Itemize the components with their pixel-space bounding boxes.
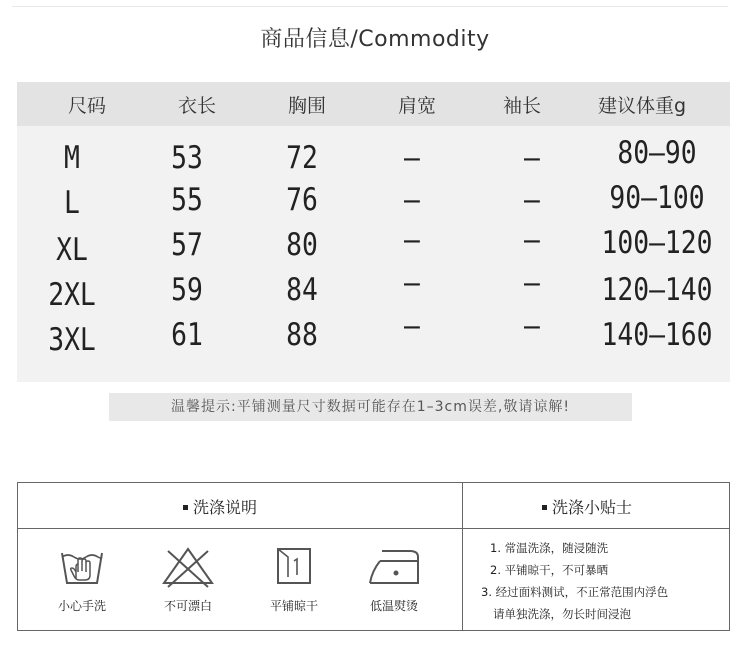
cell-chest-3xl: 88 <box>286 317 318 353</box>
cell-sleeve-m: – <box>524 140 540 176</box>
tip-3: 3. 经过面料测试，不正常范围内浮色 <box>481 585 669 599</box>
header-size: 尺码 <box>67 95 106 117</box>
header-shoulder: 肩宽 <box>397 95 436 117</box>
cell-sleeve-3xl: – <box>524 308 540 344</box>
cell-size-m: M <box>64 140 80 176</box>
cell-shoulder-m: – <box>404 140 420 176</box>
cell-chest-2xl: 84 <box>286 272 318 308</box>
cell-length-m: 53 <box>171 140 203 176</box>
no-bleach-icon <box>160 543 216 589</box>
cell-sleeve-l: – <box>524 182 540 218</box>
bullet-icon <box>183 505 188 510</box>
cell-length-2xl: 59 <box>171 272 203 308</box>
cell-chest-xl: 80 <box>286 227 318 263</box>
cell-weight-xl: 100–120 <box>601 225 713 261</box>
measurement-notice: 温馨提示:平铺测量尺寸数据可能存在1–3cm误差,敬请谅解! <box>109 393 632 421</box>
cell-size-l: L <box>64 185 80 221</box>
hand-wash-icon <box>54 543 110 589</box>
care-right-heading <box>542 495 632 518</box>
header-length: 衣长 <box>177 95 216 117</box>
low-iron-icon <box>366 543 422 589</box>
cell-shoulder-2xl: – <box>404 265 420 301</box>
care-left-heading <box>183 495 257 518</box>
cell-weight-3xl: 140–160 <box>601 317 713 353</box>
tip-2: 2. 平铺晾干，不可暴晒 <box>490 563 609 577</box>
low-iron-label: 低温熨烫 <box>369 599 418 613</box>
cell-shoulder-3xl: – <box>404 308 420 344</box>
care-right-heading-text: 洗涤小贴士 <box>552 498 633 517</box>
care-horizontal-divider <box>18 528 729 529</box>
cell-weight-l: 90–100 <box>609 180 705 216</box>
cell-shoulder-l: – <box>404 182 420 218</box>
bullet-icon <box>542 505 547 510</box>
cell-weight-2xl: 120–140 <box>601 272 713 308</box>
cell-size-3xl: 3XL <box>48 322 96 358</box>
cell-sleeve-2xl: – <box>524 265 540 301</box>
cell-length-xl: 57 <box>171 227 203 263</box>
header-chest: 胸围 <box>287 95 326 117</box>
dry-flat-label: 平铺晾干 <box>269 599 318 613</box>
cell-sleeve-xl: – <box>524 222 540 258</box>
cell-weight-m: 80–90 <box>617 135 697 171</box>
dry-flat-icon <box>266 543 322 589</box>
care-left-heading-text: 洗涤说明 <box>193 498 258 517</box>
care-vertical-divider <box>462 483 463 630</box>
header-weight: 建议体重g <box>597 95 687 117</box>
cell-chest-m: 72 <box>286 140 318 176</box>
header-sleeve: 袖长 <box>502 95 541 117</box>
table-header-row <box>17 82 730 126</box>
top-divider <box>12 6 728 7</box>
hand-wash-label: 小心手洗 <box>57 599 106 613</box>
size-table <box>17 82 730 382</box>
cell-size-xl: XL <box>56 232 88 268</box>
washing-tips <box>481 537 730 625</box>
cell-shoulder-xl: – <box>404 222 420 258</box>
tip-3-continued: 请单独洗涤，勿长时间浸泡 <box>493 607 631 621</box>
cell-chest-l: 76 <box>286 182 318 218</box>
cell-size-2xl: 2XL <box>48 277 96 313</box>
page-title: 商品信息/Commodity <box>260 27 490 52</box>
no-bleach-label: 不可漂白 <box>163 599 212 613</box>
cell-length-l: 55 <box>171 182 203 218</box>
cell-length-3xl: 61 <box>171 317 203 353</box>
tip-1: 1. 常温洗涤，随浸随洗 <box>490 541 609 555</box>
